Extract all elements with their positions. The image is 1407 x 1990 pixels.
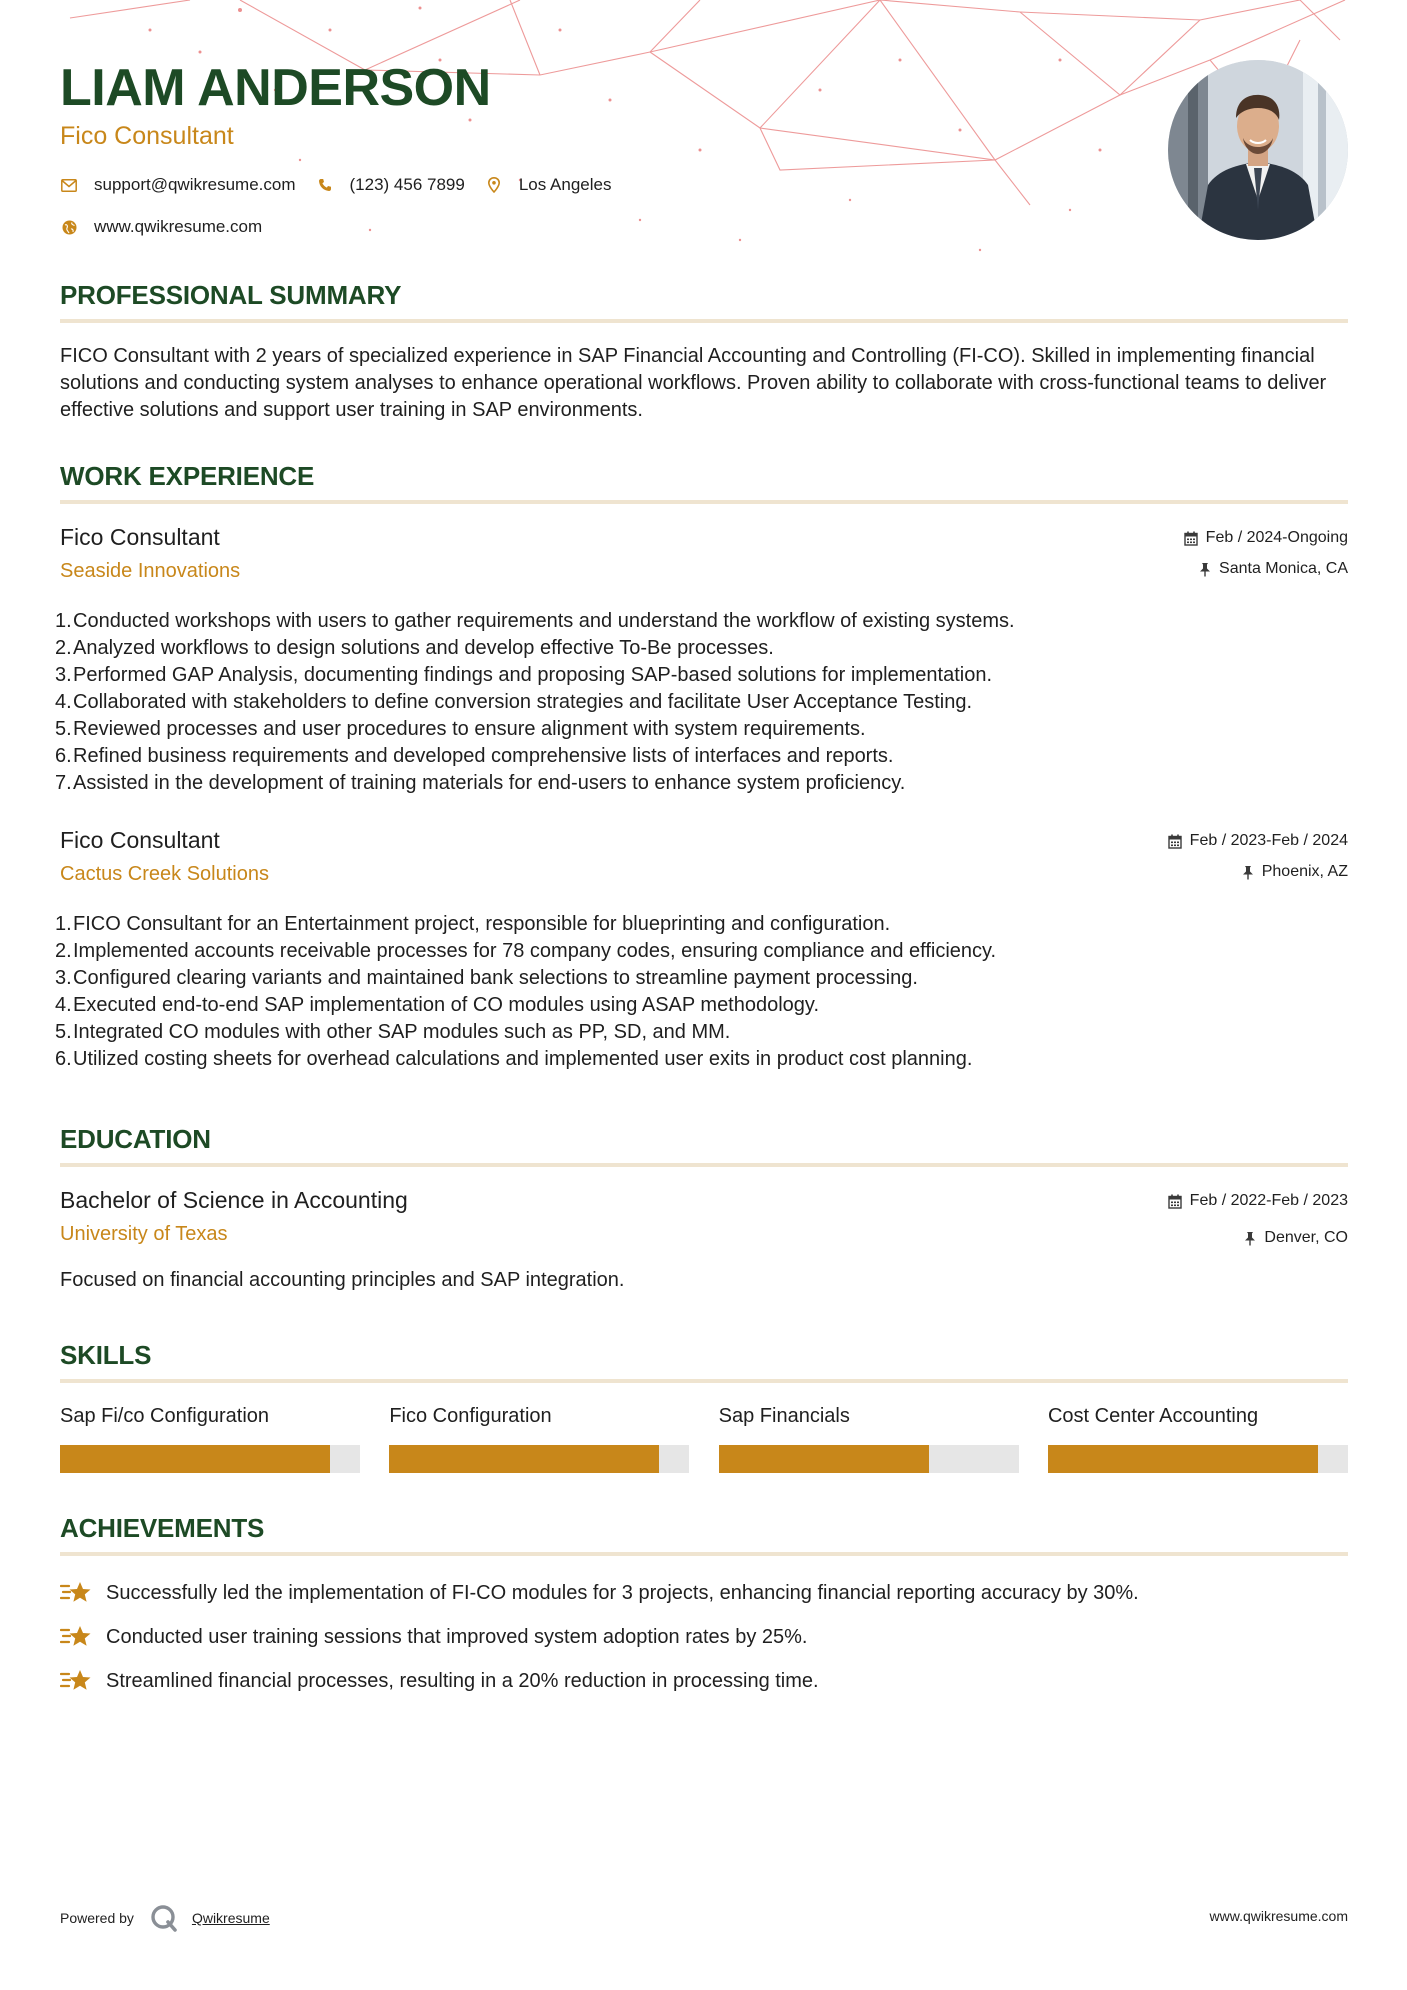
skill-bar-fill xyxy=(389,1445,659,1473)
bullet-item: 4. Collaborated with stakeholders to define conversion strategies and facilitate User Acceptance Testing. xyxy=(55,691,973,713)
skill-bar xyxy=(1048,1445,1348,1473)
job-dates: Feb / 2024-Ongoing xyxy=(1205,529,1348,546)
website-contact[interactable] xyxy=(60,217,262,237)
skill-item xyxy=(719,1405,1019,1473)
job-bullets xyxy=(55,608,1348,797)
phone-icon xyxy=(316,176,334,194)
skill-label: Cost Center Accounting xyxy=(1047,1405,1259,1427)
resume-header xyxy=(60,0,1348,270)
pushpin-icon xyxy=(1244,1231,1256,1246)
skills-section xyxy=(60,1340,1348,1473)
skill-label: Sap Fi/co Configuration xyxy=(60,1405,270,1427)
job-role: Fico Consultant xyxy=(60,524,220,550)
email-text: support@qwikresume.com xyxy=(94,175,296,194)
job-company: Seaside Innovations xyxy=(60,560,241,582)
candidate-title: Fico Consultant xyxy=(60,122,234,150)
calendar-icon xyxy=(1168,834,1182,849)
calendar-icon xyxy=(1168,1194,1182,1209)
bullet-item: 6. Utilized costing sheets for overhead calculations and implemented user exits in product cost planning. xyxy=(55,1048,973,1070)
education-dates: Feb / 2022-Feb / 2023 xyxy=(1189,1192,1348,1209)
skills-heading: SKILLS xyxy=(60,1340,1348,1383)
education-heading: EDUCATION xyxy=(60,1124,1348,1167)
job-location: Phoenix, AZ xyxy=(1261,863,1348,880)
website-text: www.qwikresume.com xyxy=(94,217,263,236)
bullet-item: 7. Assisted in the development of training materials for end-users to enhance system proficiency. xyxy=(55,772,906,794)
bullet-item: 3. Configured clearing variants and maintained bank selections to streamline payment processing. xyxy=(55,967,918,989)
achievement-text: Conducted user training sessions that improved system adoption rates by 25%. xyxy=(106,1625,808,1648)
experience-heading: WORK EXPERIENCE xyxy=(60,461,1348,504)
achievement-item xyxy=(60,1578,1348,1608)
phone-text: (123) 456 7899 xyxy=(349,175,465,194)
experience-section xyxy=(55,461,1348,1073)
skills-list xyxy=(60,1405,1348,1473)
education-description: Focused on financial accounting principles and SAP integration. xyxy=(60,1269,625,1291)
profile-photo xyxy=(1168,60,1348,240)
email-contact[interactable] xyxy=(60,175,296,195)
shooting-star-icon xyxy=(60,1666,92,1696)
location-contact xyxy=(485,175,612,195)
job-meta xyxy=(1184,528,1348,590)
job-bullets xyxy=(55,911,1348,1073)
resume-page xyxy=(55,0,1348,1926)
skill-label: Fico Configuration xyxy=(389,1405,552,1427)
achievements-heading: ACHIEVEMENTS xyxy=(60,1513,1348,1556)
skill-bar-fill xyxy=(1048,1445,1318,1473)
globe-icon xyxy=(60,218,78,236)
summary-heading: PROFESSIONAL SUMMARY xyxy=(60,280,1348,323)
page-footer xyxy=(60,1900,1348,1936)
job-entry xyxy=(55,524,1348,797)
job-dates: Feb / 2023-Feb / 2024 xyxy=(1189,832,1348,849)
summary-text: FICO Consultant with 2 years of specialized experience in SAP Financial Accounting and Controlling (FI-CO). Skilled in implementing financial solutions and conducting system analyses to enhance operational workflows. Proven ability to collaborate with cross-functional teams to deliver effective solutions and support user training in SAP environments. xyxy=(60,345,1327,421)
calendar-icon xyxy=(1184,531,1198,546)
job-meta xyxy=(1168,831,1348,893)
pushpin-icon xyxy=(1199,562,1211,577)
shooting-star-icon xyxy=(60,1622,92,1652)
map-pin-icon xyxy=(485,176,503,194)
shooting-star-icon xyxy=(60,1578,92,1608)
bullet-item: 2. Implemented accounts receivable processes for 78 company codes, ensuring compliance and efficiency. xyxy=(55,940,997,962)
job-location: Santa Monica, CA xyxy=(1219,560,1348,577)
achievement-text: Streamlined financial processes, resulting in a 20% reduction in processing time. xyxy=(106,1669,819,1692)
skill-bar-fill xyxy=(60,1445,330,1473)
degree-name: Bachelor of Science in Accounting xyxy=(60,1187,408,1213)
bullet-item: 2. Analyzed workflows to design solutions and develop effective To-Be processes. xyxy=(55,637,774,659)
bullet-item: 4. Executed end-to-end SAP implementation of CO modules using ASAP methodology. xyxy=(55,994,819,1016)
summary-section xyxy=(60,280,1348,424)
bullet-item: 3. Performed GAP Analysis, documenting findings and proposing SAP-based solutions for implementation. xyxy=(55,664,993,686)
job-role: Fico Consultant xyxy=(60,827,220,853)
bullet-item: 6. Refined business requirements and developed comprehensive lists of interfaces and reports. xyxy=(55,745,894,767)
bullet-item: 5. Integrated CO modules with other SAP modules such as PP, SD, and MM. xyxy=(55,1021,731,1043)
contact-info xyxy=(60,172,631,256)
achievements-section xyxy=(60,1513,1348,1710)
education-meta xyxy=(1168,1191,1348,1259)
skill-bar xyxy=(389,1445,689,1473)
bullet-item: 1. FICO Consultant for an Entertainment project, responsible for blueprinting and configuration. xyxy=(55,913,891,935)
education-entry xyxy=(60,1187,1348,1292)
education-section xyxy=(60,1124,1348,1292)
skill-label: Sap Financials xyxy=(718,1405,850,1427)
achievement-item xyxy=(60,1622,1348,1652)
achievements-list xyxy=(60,1578,1348,1696)
envelope-icon xyxy=(60,176,78,194)
footer-website[interactable]: www.qwikresume.com xyxy=(1209,1908,1348,1924)
achievement-text: Successfully led the implementation of FI-CO modules for 3 projects, enhancing financial reporting accuracy by 30%. xyxy=(106,1581,1139,1604)
qwikresume-link[interactable]: Qwikresume xyxy=(191,1910,270,1926)
skill-item xyxy=(1048,1405,1348,1473)
pushpin-icon xyxy=(1242,865,1254,880)
qwikresume-logo-icon xyxy=(150,1904,178,1932)
job-entry xyxy=(55,827,1348,1073)
skill-item xyxy=(60,1405,360,1473)
education-location: Denver, CO xyxy=(1264,1229,1348,1246)
skill-bar xyxy=(719,1445,1019,1473)
job-company: Cactus Creek Solutions xyxy=(60,863,269,885)
phone-contact[interactable] xyxy=(316,175,465,195)
bullet-item: 1. Conducted workshops with users to gather requirements and understand the workflow of existing systems. xyxy=(55,610,1015,632)
location-text: Los Angeles xyxy=(518,175,612,194)
powered-by-label: Powered by xyxy=(60,1910,134,1926)
skill-bar xyxy=(60,1445,360,1473)
bullet-item: 5. Reviewed processes and user procedures to ensure alignment with system requirements. xyxy=(55,718,866,740)
achievement-item xyxy=(60,1666,1348,1696)
skill-bar-fill xyxy=(719,1445,929,1473)
skill-item xyxy=(389,1405,689,1473)
school-name: University of Texas xyxy=(60,1223,228,1245)
candidate-name: LIAM ANDERSON xyxy=(60,59,491,117)
